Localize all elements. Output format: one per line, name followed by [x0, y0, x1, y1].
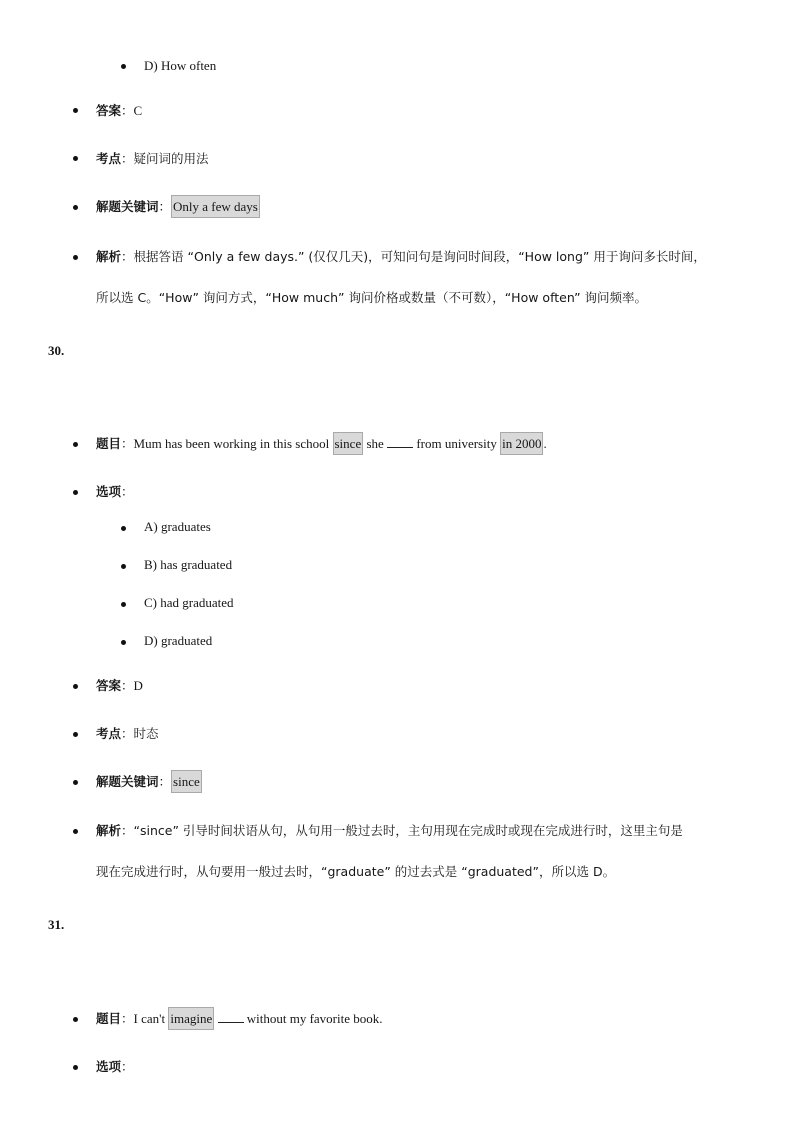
point-row: 考点：时态	[96, 726, 159, 741]
question-text: she	[366, 436, 384, 451]
bullet	[73, 490, 78, 495]
answer-blank	[387, 437, 413, 448]
analysis-row: 解析：根据答语 “Only a few days.” (仅仅几天)，可知问句是询问时间段，“How long” 用于询问多长时间，	[96, 249, 706, 264]
options-row: 选项：	[96, 484, 134, 499]
keyword-label: 解题关键词	[96, 774, 159, 789]
options-label: 选项	[96, 484, 122, 499]
bullet	[73, 732, 78, 737]
analysis-row: 解析：“since” 引导时间状语从句，从句用一般过去时，主句用现在完成时或现在完成进行时，这里主句是	[96, 823, 683, 838]
bullet	[73, 1065, 78, 1070]
answer-value: C	[133, 103, 143, 118]
point-row: 考点：疑问词的用法	[96, 151, 209, 166]
question-text: from university	[416, 436, 497, 451]
bullet	[121, 64, 126, 69]
question-row: 题目：Mum has been working in this school since she from university in 2000 .	[96, 434, 547, 452]
options-label: 选项	[96, 1059, 122, 1074]
point-label: 考点	[96, 726, 122, 741]
bullet	[73, 156, 78, 161]
question-number: 31.	[48, 917, 65, 932]
answer-label: 答案	[96, 678, 122, 693]
question-label: 题目	[96, 1011, 122, 1026]
bullet	[73, 442, 78, 447]
option-c: C) had graduated	[144, 595, 234, 610]
keyword-highlight: since	[171, 770, 202, 793]
bullet	[121, 602, 126, 607]
keyword-row: 解题关键词： since	[96, 772, 202, 790]
question-row: 题目：I can't imagine without my favorite book.	[96, 1009, 383, 1027]
bullet	[121, 526, 126, 531]
question-number: 30.	[48, 343, 65, 358]
bullet	[73, 829, 78, 834]
question-text: Mum has been working in this school	[133, 436, 330, 451]
question-text: I can't	[133, 1011, 166, 1026]
analysis-label: 解析	[96, 823, 122, 838]
keyword-highlight: in 2000	[500, 432, 543, 455]
option-d: D) graduated	[144, 633, 213, 648]
analysis-text-cont: 所以选 C。“How” 询问方式，“How much” 询问价格或数量（不可数），“How often” 询问频率。	[96, 290, 648, 305]
answer-row: 答案：D	[96, 678, 143, 693]
bullet	[73, 780, 78, 785]
option-b: B) has graduated	[144, 557, 233, 572]
options-row: 选项：	[96, 1059, 134, 1074]
bullet	[73, 684, 78, 689]
analysis-text: 根据答语 “Only a few days.” (仅仅几天)，可知问句是询问时间段，“How long” 用于询问多长时间，	[133, 249, 706, 264]
keyword-highlight: imagine	[168, 1007, 214, 1030]
answer-blank	[218, 1012, 244, 1023]
keyword-label: 解题关键词	[96, 199, 159, 214]
question-end: .	[543, 436, 547, 451]
keyword-row: 解题关键词： Only a few days	[96, 197, 260, 215]
point-value: 时态	[133, 726, 159, 741]
option-d: D) How often	[144, 58, 217, 73]
question-text: without my favorite book.	[246, 1011, 383, 1026]
answer-label: 答案	[96, 103, 122, 118]
bullet	[121, 564, 126, 569]
bullet	[73, 1017, 78, 1022]
point-label: 考点	[96, 151, 122, 166]
bullet	[121, 640, 126, 645]
option-a: A) graduates	[144, 519, 211, 534]
keyword-highlight: since	[333, 432, 364, 455]
bullet	[73, 255, 78, 260]
bullet	[73, 205, 78, 210]
answer-row: 答案：C	[96, 103, 143, 118]
question-label: 题目	[96, 436, 122, 451]
analysis-text-cont: 现在完成进行时，从句要用一般过去时，“graduate” 的过去式是 “graduated”，所以选 D。	[96, 864, 616, 879]
analysis-label: 解析	[96, 249, 122, 264]
answer-value: D	[133, 678, 143, 693]
bullet	[73, 108, 78, 113]
keyword-highlight: Only a few days	[171, 195, 260, 218]
point-value: 疑问词的用法	[133, 151, 209, 166]
analysis-text: “since” 引导时间状语从句，从句用一般过去时，主句用现在完成时或现在完成进行时，这里主句是	[133, 823, 683, 838]
